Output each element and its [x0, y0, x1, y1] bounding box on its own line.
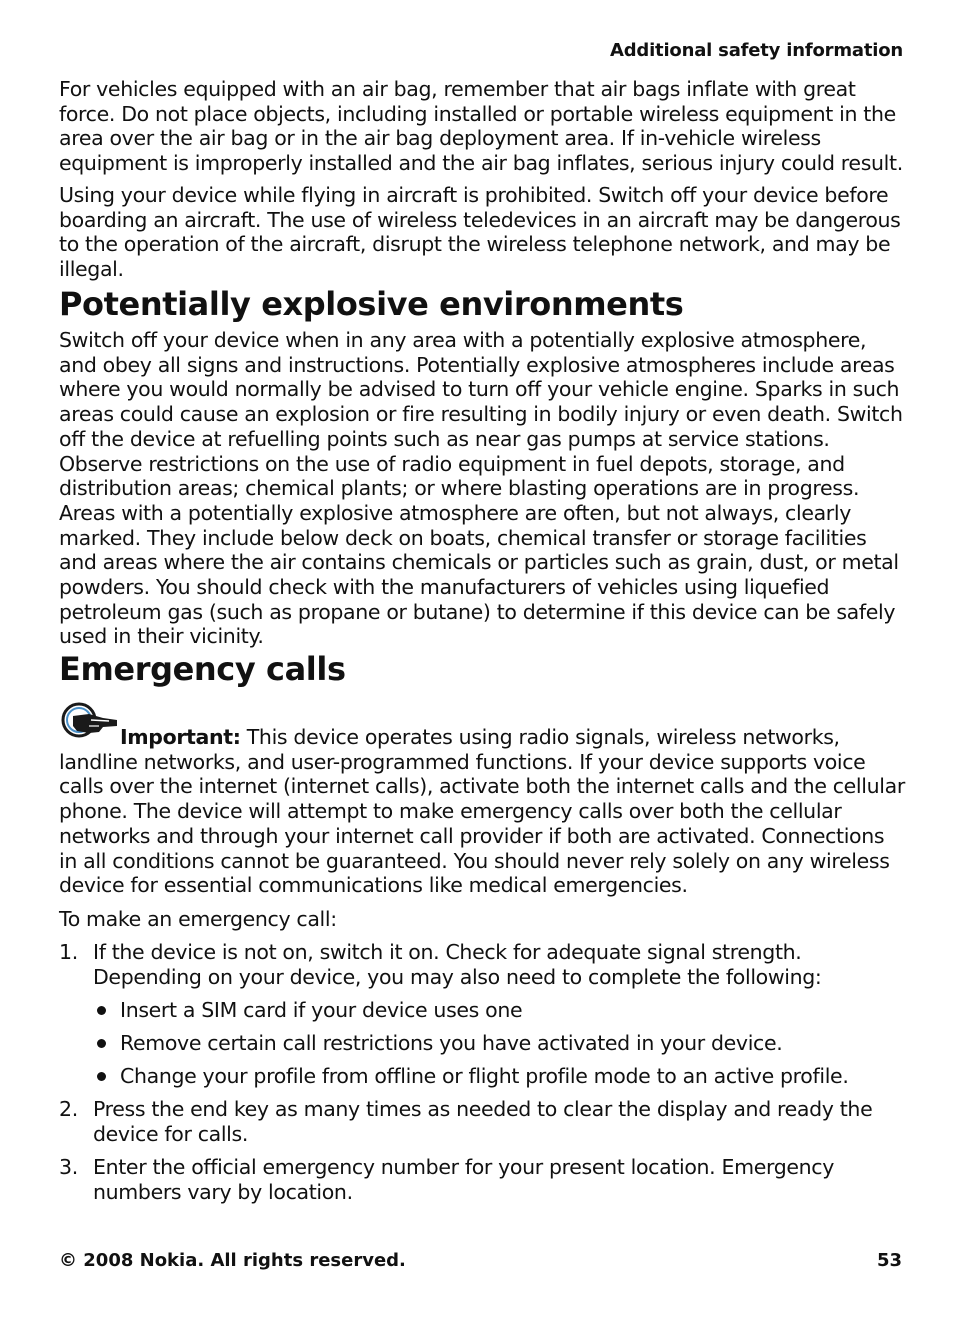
important-label: Important:	[120, 725, 241, 749]
numbered-step	[59, 940, 905, 989]
bullet-dot-icon	[97, 1039, 106, 1048]
make-call-intro: To make an emergency call:	[59, 907, 337, 931]
step-number: 1.	[59, 940, 78, 964]
bullet-text: Change your profile from offline or flight profile mode to an active profile.	[120, 1064, 849, 1088]
step-text: Press the end key as many times as needed to clear the display and ready the device for calls.	[93, 1097, 873, 1146]
airbag-paragraph: For vehicles equipped with an air bag, remember that air bags inflate with great force. Do not place objects, including installed or portable wireless equipment in the area over the air bag or in the air bag deployment area. If in-vehicle wireless equipment is improperly installed and the air bag inflates, serious injury could result.	[59, 77, 903, 176]
bullet-dot-icon	[97, 1072, 106, 1081]
important-text: This device operates using radio signals, wireless networks, landline networks, and user-programmed functions. If your device supports voice calls over the internet (internet calls), activate both the internet calls and the cellular phone. The device will attempt to make emergency calls over both the cellular networks and through your internet call provider if both are activated. Connections in all conditions cannot be guaranteed. You should never rely solely on any wireless device for essential communications like medical emergencies.	[59, 725, 905, 898]
explosive-paragraph: Switch off your device when in any area with a potentially explosive atmosphere, and obey all signs and instructions. Potentially explosive atmospheres include areas where you would normally be advised to turn off your vehicle engine. Sparks in such areas could cause an explosion or fire resulting in bodily injury or even death. Switch off the device at refuelling points such as near gas pumps at service stations. Observe restrictions on the use of radio equipment in fuel depots, storage, and distribution areas; chemical plants; or where blasting operations are in progress. Areas with a potentially explosive atmosphere are often, but not always, clearly marked. They include below deck on boats, chemical transfer or storage facilities and areas where the air contains chemicals or particles such as grain, dust, or metal powders. You should check with the manufacturers of vehicles using liquefied petroleum gas (such as propane or butane) to determine if this device can be safely used in their vicinity.	[59, 328, 903, 649]
numbered-step	[59, 1155, 905, 1204]
explosive-heading: Potentially explosive environments	[59, 285, 684, 323]
bullet-item	[93, 1064, 893, 1089]
step-number: 2.	[59, 1097, 78, 1121]
running-header: Additional safety information	[609, 40, 903, 61]
footer-copyright: © 2008 Nokia. All rights reserved.	[59, 1250, 406, 1271]
bullet-text: Insert a SIM card if your device uses one	[120, 998, 523, 1022]
bullet-dot-icon	[97, 1006, 106, 1015]
emergency-heading: Emergency calls	[59, 650, 346, 688]
important-paragraph	[59, 725, 905, 898]
step-number: 3.	[59, 1155, 78, 1179]
bullet-text: Remove certain call restrictions you have activated in your device.	[120, 1031, 783, 1055]
bullet-item	[93, 998, 893, 1023]
bullet-item	[93, 1031, 893, 1056]
step-text: If the device is not on, switch it on. Check for adequate signal strength. Depending on your device, you may also need to complete the following:	[93, 940, 822, 989]
aircraft-paragraph: Using your device while flying in aircraft is prohibited. Switch off your device before boarding an aircraft. The use of wireless teledevices in an aircraft may be dangerous to the operation of the aircraft, disrupt the wireless telephone network, and may be illegal.	[59, 183, 901, 282]
numbered-step	[59, 1097, 905, 1146]
footer-page-number: 53	[876, 1250, 902, 1271]
step-text: Enter the official emergency number for your present location. Emergency numbers vary by location.	[93, 1155, 834, 1204]
